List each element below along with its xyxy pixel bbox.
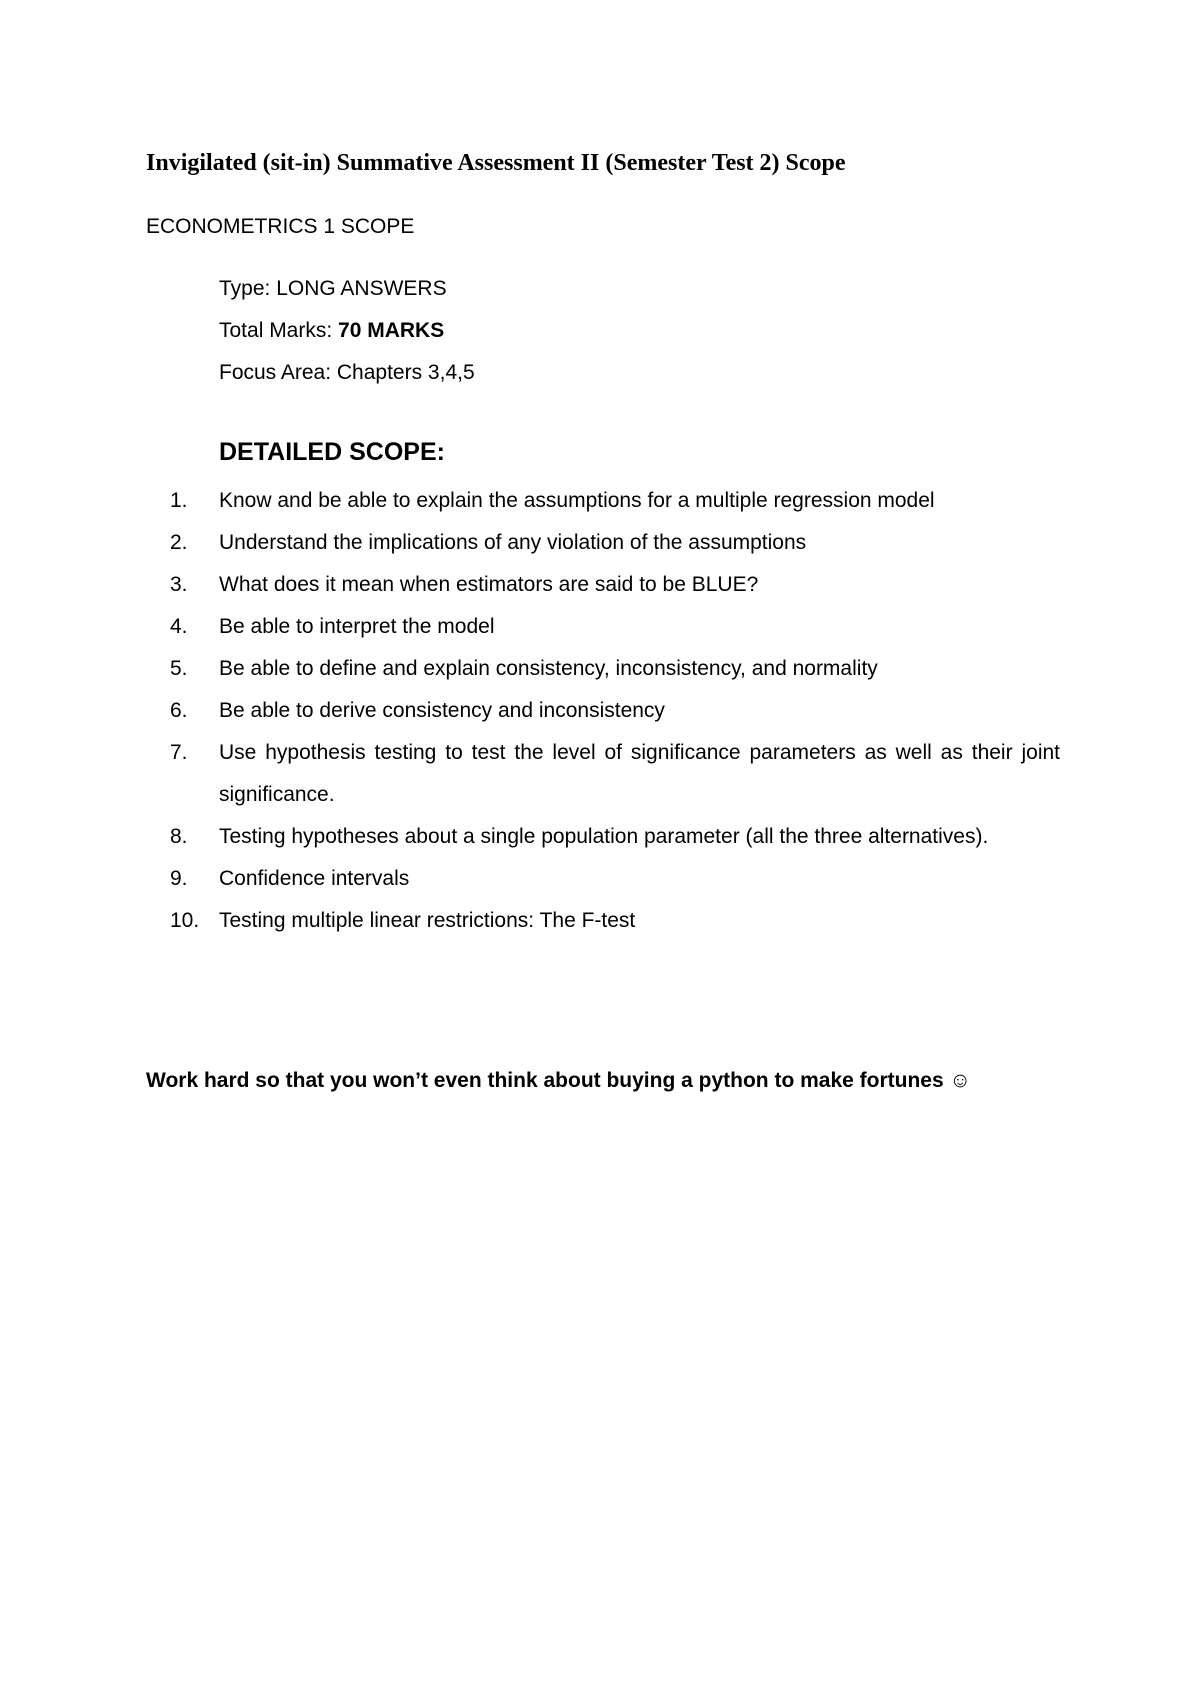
list-item (170, 606, 1060, 648)
list-item-number: 2. (170, 531, 188, 554)
list-item (170, 900, 1060, 942)
list-item-text: Use hypothesis testing to test the level of significance parameters as well as their joint significance. (219, 741, 1060, 806)
list-item-text: Be able to interpret the model (219, 615, 495, 638)
list-item-number: 8. (170, 825, 188, 848)
list-item (170, 648, 1060, 690)
total-marks-label: Total Marks: (219, 319, 339, 342)
list-item-number: 5. (170, 657, 188, 680)
closing-text: Work hard so that you won’t even think about buying a python to make fortunes (146, 1069, 944, 1092)
list-item (170, 564, 1060, 606)
list-item-text: What does it mean when estimators are said to be BLUE? (219, 573, 759, 596)
detailed-scope-heading: DETAILED SCOPE: (219, 438, 445, 466)
list-item-text: Testing hypotheses about a single population parameter (all the three alternatives). (219, 825, 989, 848)
list-item-number: 6. (170, 699, 188, 722)
page-title: Invigilated (sit-in) Summative Assessment II (Semester Test 2) Scope (146, 150, 846, 176)
list-item-number: 9. (170, 867, 188, 890)
subject-heading: ECONOMETRICS 1 SCOPE (146, 215, 415, 238)
type-value: LONG ANSWERS (276, 277, 447, 300)
list-item-text: Testing multiple linear restrictions: The F-test (219, 909, 636, 932)
list-item-text: Know and be able to explain the assumptions for a multiple regression model (219, 489, 935, 512)
list-item-text: Be able to derive consistency and inconsistency (219, 699, 665, 722)
list-item-number: 7. (170, 741, 188, 764)
list-item-number: 3. (170, 573, 188, 596)
total-marks-value: 70 MARKS (338, 319, 445, 342)
list-item (170, 858, 1060, 900)
list-item (170, 480, 1060, 522)
list-item (170, 816, 1060, 858)
total-marks-line (219, 310, 475, 352)
list-item (170, 522, 1060, 564)
focus-area-line (219, 352, 475, 394)
assessment-details (219, 268, 475, 394)
type-label: Type: (219, 277, 277, 300)
type-line (219, 268, 475, 310)
scope-list (170, 480, 1060, 942)
list-item-number: 4. (170, 615, 188, 638)
list-item-text: Confidence intervals (219, 867, 410, 890)
list-item-number: 10. (170, 909, 200, 932)
list-item (170, 690, 1060, 732)
focus-area-label: Focus Area: (219, 361, 337, 384)
list-item (170, 732, 1060, 816)
smiley-icon: ☺ (949, 1069, 971, 1092)
list-item-number: 1. (170, 489, 188, 512)
closing-message (146, 1060, 1060, 1102)
list-item-text: Be able to define and explain consistency, inconsistency, and normality (219, 657, 878, 680)
focus-area-value: Chapters 3,4,5 (336, 361, 475, 384)
list-item-text: Understand the implications of any violation of the assumptions (219, 531, 807, 554)
